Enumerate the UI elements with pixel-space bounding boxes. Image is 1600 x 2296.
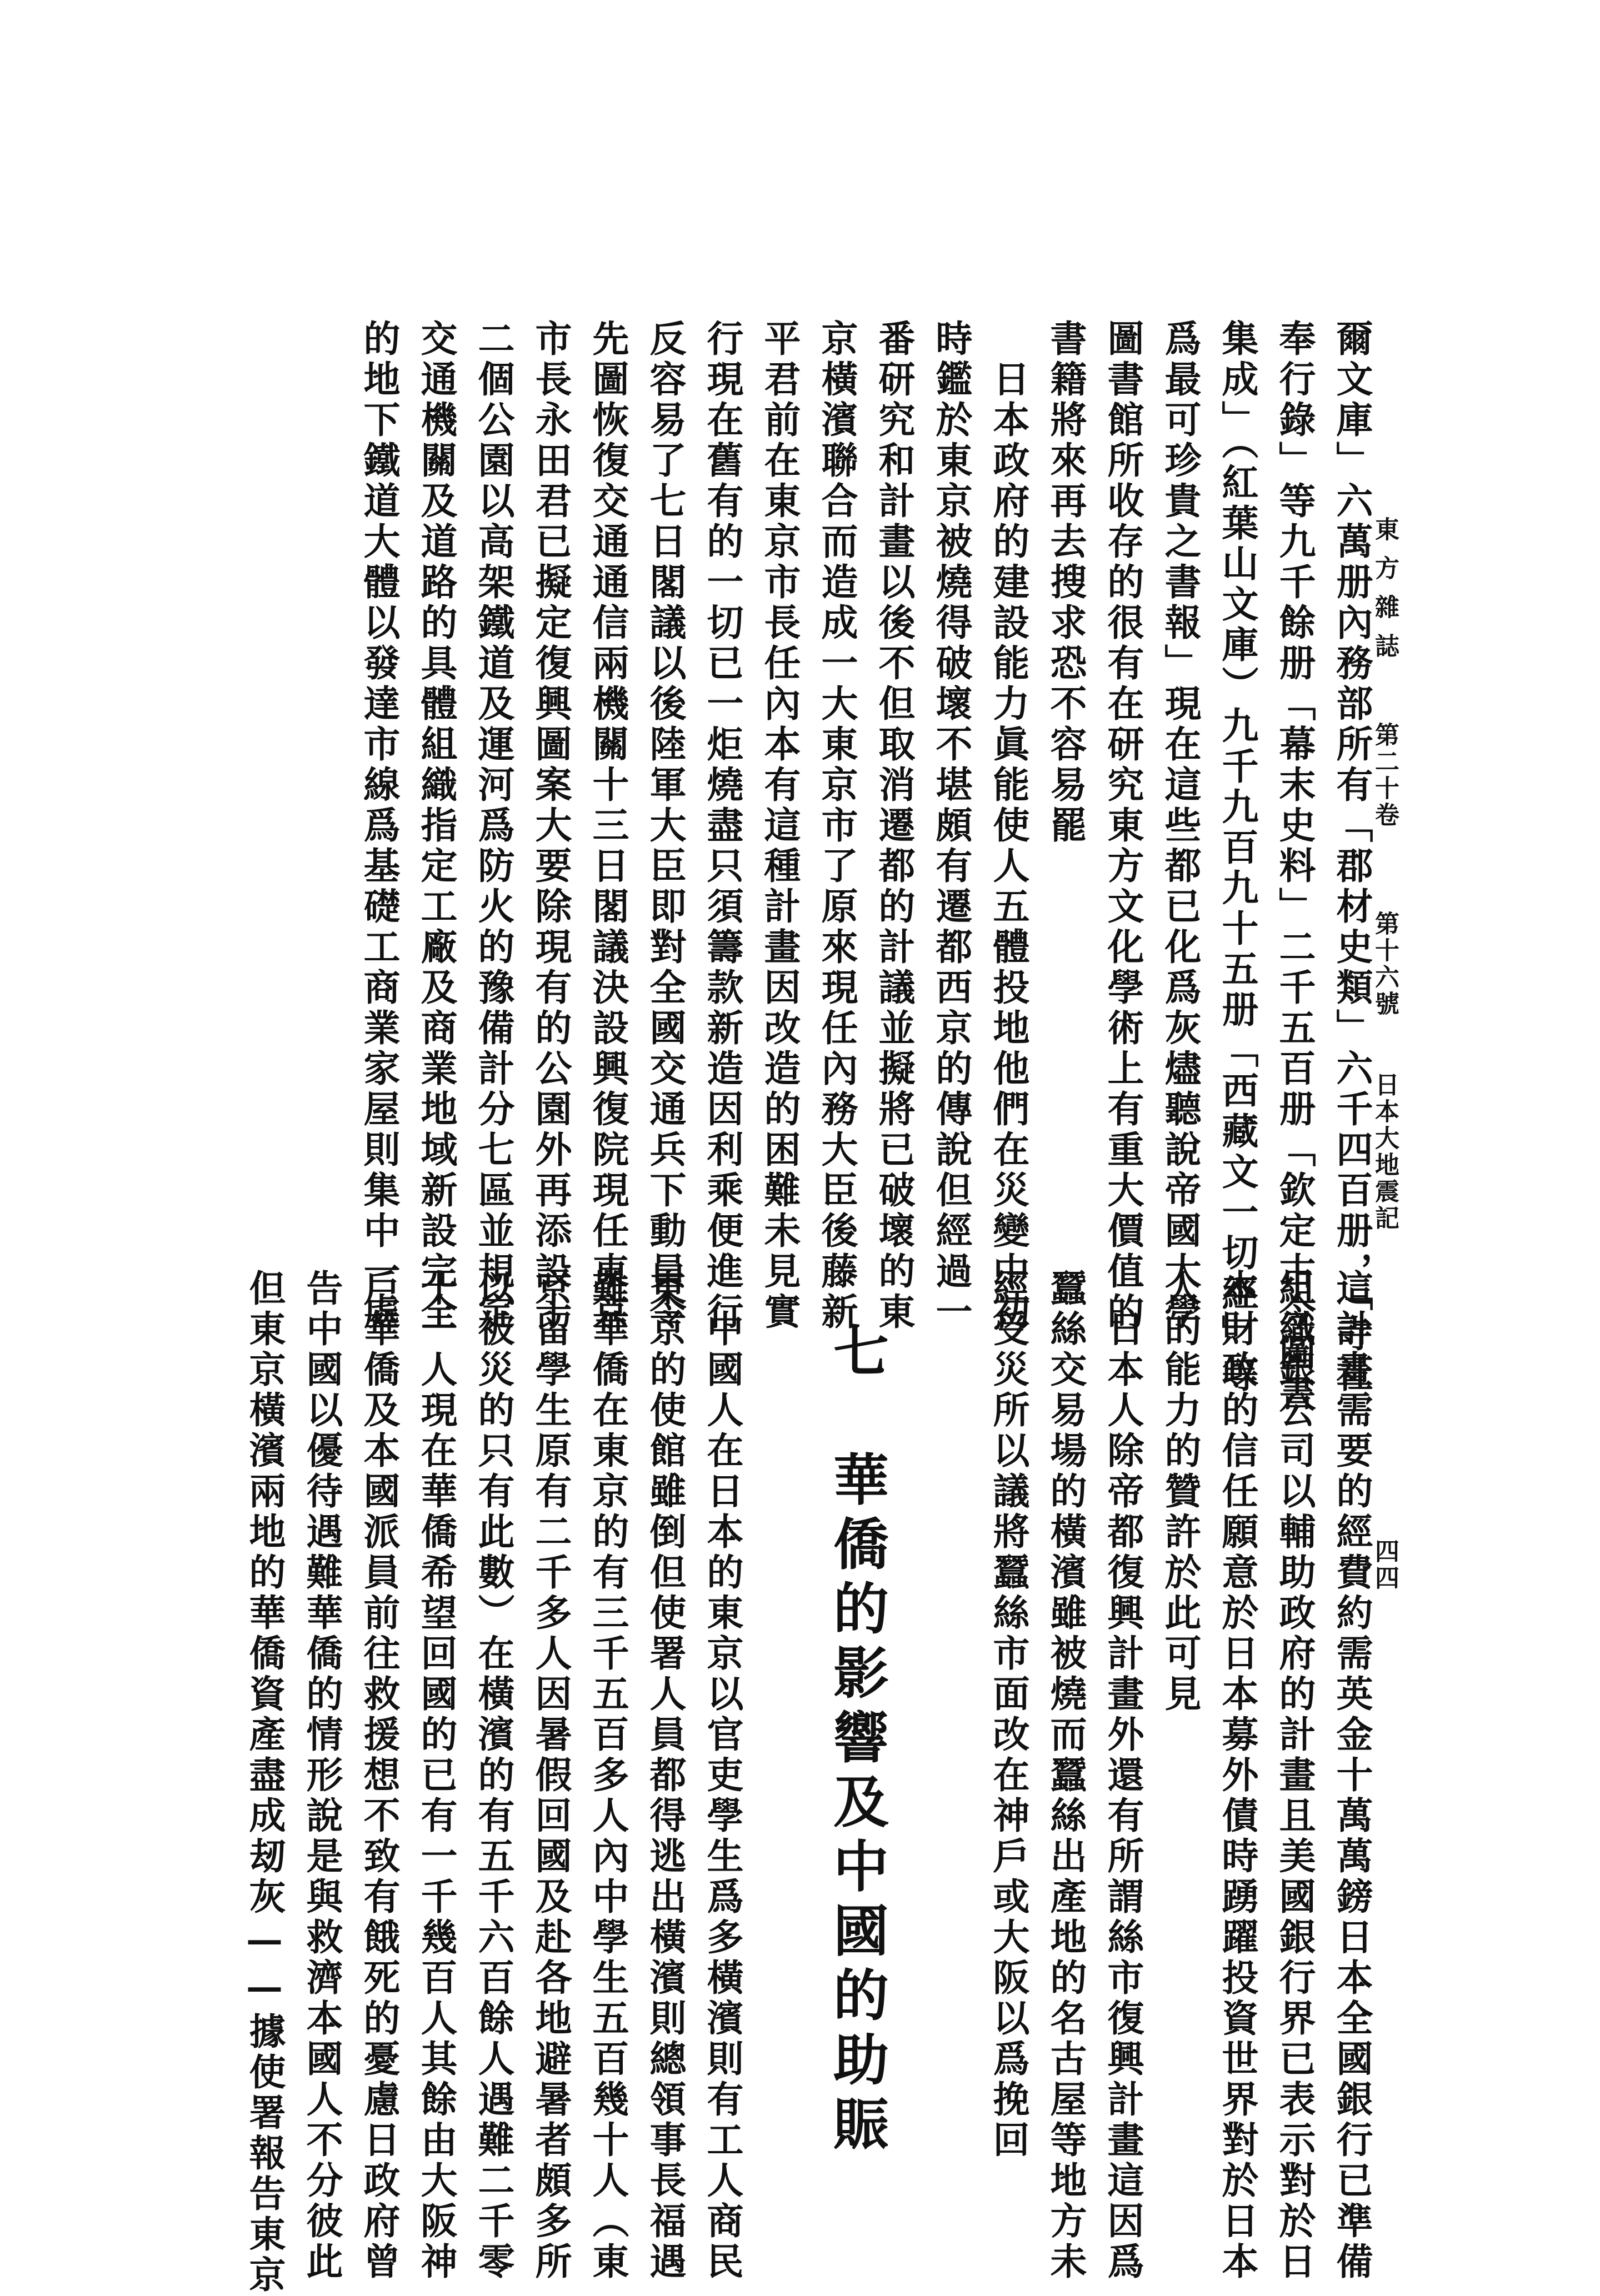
upper-column: 京橫濱聯合而造成一大東京市了原來現任內務大臣後藤新 <box>815 319 858 1333</box>
lower-column: 蠶絲交易場的橫濱雖被燒而蠶絲出產地的名古屋等地方未 <box>1044 1269 1087 2283</box>
lower-column: 但東京橫濱兩地的華僑資產盡成刼灰——據使署報告東京 <box>243 1269 286 2296</box>
lower-column: 這計畫需要的經費約需英金十萬萬鎊日本全國銀行已準備 <box>1330 1269 1373 2283</box>
lower-column: 東京的使館雖倒但使署人員都得逃出橫濱則總領事長福遇 <box>643 1269 687 2283</box>
lower-column: 人的能力的贊許於此可見 <box>1158 1269 1202 1715</box>
lower-column: 組織銀公司以輔助政府的計畫且美國銀行界已表示對於日 <box>1273 1269 1316 2283</box>
upper-column: 先圖恢復交通通信兩機關十三日閣議決設興復院現任東京 <box>586 319 629 1333</box>
lower-column: 以被災的只有此數）在橫濱的有五千六百餘人遇難二千零 <box>472 1269 515 2283</box>
upper-column: 爾文庫」六萬册內務部所有「郡材史類」六千四百册，「寺社 <box>1330 319 1373 1396</box>
header-issue: 第十六號 <box>1371 911 1399 1017</box>
lower-column: 十一人現在華僑希望回國的已有一千幾百人其餘由大阪神 <box>414 1269 458 2283</box>
upper-column: 的地下鐵道大體以發達市線爲基礎工商業家屋則集中一處 <box>357 319 401 1333</box>
lower-column: 經受災所以議將蠶絲市面改在神戶或大阪以爲挽回 <box>987 1269 1030 2161</box>
lower-column: 日本人除帝都復興計畫外還有所謂絲市復興計畫這因爲 <box>1101 1310 1144 2283</box>
lower-column: 難華僑在東京的有三千五百多人內中學生五百幾十人（東 <box>586 1269 629 2283</box>
upper-column: 書籍將來再去搜求恐不容易罷 <box>1044 319 1087 846</box>
upper-column: 市長永田君已擬定復興圖案大要除現有的公園外再添設十 <box>529 319 572 1333</box>
header-volume: 第二十卷 <box>1371 722 1399 829</box>
upper-column: 圖書館所收存的很有在研究東方文化學術上有重大價值的 <box>1101 319 1144 1333</box>
lower-column: 京留學生原有二千多人因暑假回國及赴各地避暑者頗多所 <box>529 1269 572 2283</box>
page-number: 四四 <box>1371 1538 1399 1592</box>
upper-column: 交通機關及道路的具體組織指定工廠及商業地域新設完全 <box>414 319 458 1333</box>
upper-column: 二個公園以高架鐵道及運河爲防火的豫備計分七區並規定 <box>472 319 515 1333</box>
header-article: 日本大地震記 <box>1371 1072 1399 1232</box>
lower-column: 戶華僑及本國派員前往救援想不致有餓死的憂慮日政府曾 <box>357 1269 401 2283</box>
upper-column: 奉行錄」等九千餘册「幕末史料」二千五百册「欽定古今圖書 <box>1273 319 1316 1414</box>
upper-column: 反容易了七日閣議以後陸軍大臣即對全國交通兵下動員令 <box>643 319 687 1333</box>
upper-column: 集成」（紅葉山文庫）九千九百九十五册「西藏文一切經」等 <box>1216 319 1259 1396</box>
lower-column: 中國人在日本的東京以官吏學生爲多橫濱則有工人商民 <box>701 1310 744 2283</box>
section-heading: 七 華僑的影響及中國的助賑 <box>824 1322 889 2159</box>
upper-column: 爲最可珍貴之書報」現在這些都已化爲灰燼聽說帝國大學 <box>1158 319 1202 1333</box>
upper-column: 平君前在東京市長任內本有這種計畫因改造的困難未見實 <box>758 319 801 1333</box>
upper-column: 番研究和計畫以後不但取消遷都的計議並擬將已破壞的東 <box>872 319 916 1333</box>
upper-column: 行現在舊有的一切已一炬燒盡只須籌款新造因利乘便進行 <box>701 319 744 1333</box>
upper-column: 日本政府的建設能力眞能使人五體投地他們在災變中初 <box>987 360 1030 1333</box>
upper-column: 時鑑於東京被燒得破壞不堪頗有遷都西京的傳說但經過一 <box>929 319 973 1333</box>
lower-column: 本財政的信任願意於日本募外債時踴躍投資世界對於日本 <box>1216 1269 1259 2283</box>
lower-column: 告中國以優待遇難華僑的情形說是與救濟本國人不分彼此 <box>300 1269 343 2283</box>
header-journal: 東方雜誌 <box>1371 517 1399 672</box>
